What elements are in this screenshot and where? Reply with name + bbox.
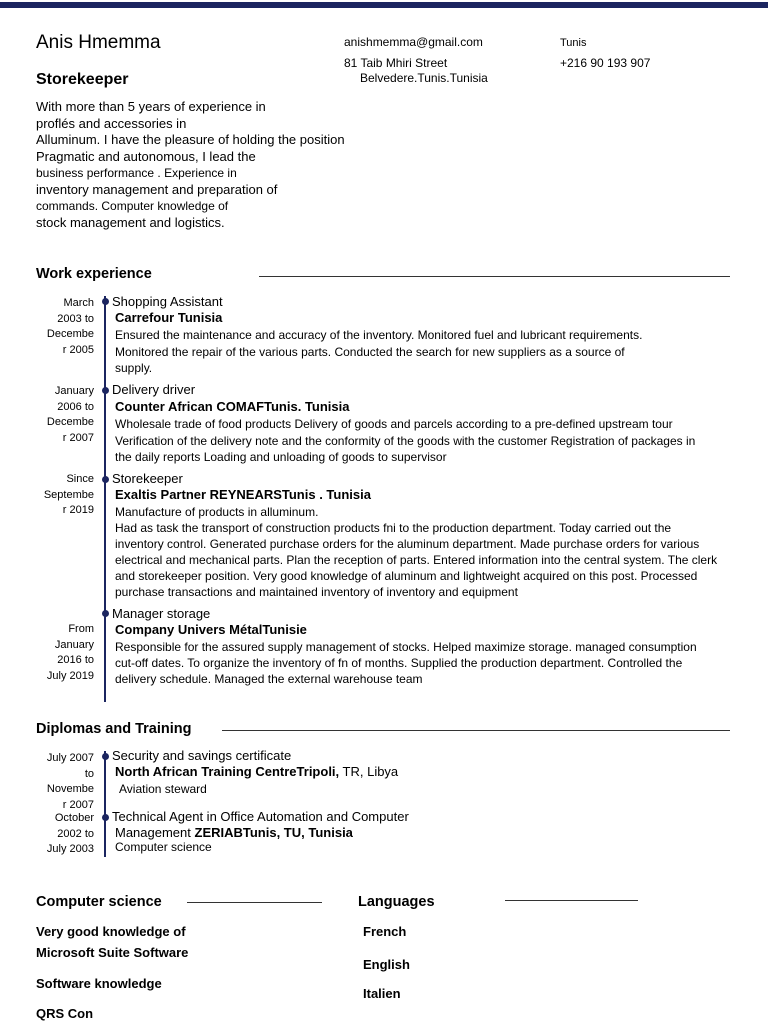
work-company: Exaltis Partner REYNEARSTunis . Tunisia bbox=[115, 487, 371, 502]
timeline-dot bbox=[102, 387, 109, 394]
diploma-date: October 2002 to July 2003 bbox=[46, 812, 94, 855]
computer-skill: Very good knowledge of bbox=[36, 924, 186, 939]
section-divider bbox=[222, 730, 730, 731]
phone: +216 90 193 907 bbox=[560, 56, 651, 70]
address-line-1: 81 Taib Mhiri Street bbox=[344, 56, 448, 70]
work-role: Delivery driver bbox=[112, 382, 196, 397]
profile-summary bbox=[36, 99, 345, 231]
computer-science-heading: Computer science bbox=[36, 894, 162, 910]
work-role: Manager storage bbox=[112, 606, 211, 621]
diplomas-timeline bbox=[104, 751, 106, 857]
diploma-title: Technical Agent in Office Automation and Computer bbox=[112, 809, 409, 824]
work-company: Carrefour Tunisia bbox=[115, 310, 223, 325]
work-description: Responsible for the assured supply management of stocks. Helped maximize storage. managed consumption cut-off dates. To organize the inventory of fn of months. Supplied the production department. Controlled the delivery schedule. Managed the external warehouse team bbox=[115, 640, 697, 686]
timeline-dot bbox=[102, 476, 109, 483]
diploma-institution: Management ZERIABTunis, TU, Tunisia bbox=[115, 825, 353, 840]
language-item: Italien bbox=[363, 986, 401, 1001]
language-item: English bbox=[363, 957, 410, 972]
summary-line: Pragmatic and autonomous, I lead the bbox=[36, 148, 256, 164]
summary-line: commands. Computer knowledge of bbox=[36, 199, 229, 213]
diploma-date: July 2007 to Novembe r 2007 bbox=[46, 752, 94, 811]
computer-skill: Microsoft Suite Software bbox=[36, 945, 189, 960]
summary-line: With more than 5 years of experience in bbox=[36, 99, 266, 114]
work-date: Since Septembe r 2019 bbox=[43, 473, 94, 516]
work-description: Manufacture of products in alluminum. Had as task the transport of construction products fni to the production department. Today carried out the inventory control. Generated purchase orders for the aluminum department. Made purchase orders for various electrical and mechanical parts. Plan the reception of parts. Entered information into the central system. The clerk and storekeeper position. Very good knowledge of aluminum and lightweight acquired on this post. Processed purchase transactions and maintained inventory of inventory and equipment bbox=[115, 505, 718, 599]
summary-line: inventory management and preparation of bbox=[36, 181, 278, 197]
diploma-description: Aviation steward bbox=[119, 782, 207, 796]
work-company: Counter African COMAFTunis. Tunisia bbox=[115, 399, 350, 414]
timeline-dot bbox=[102, 753, 109, 760]
work-timeline bbox=[104, 296, 106, 702]
work-experience-heading: Work experience bbox=[36, 266, 152, 282]
top-accent-bar bbox=[0, 2, 768, 8]
job-title: Storekeeper bbox=[36, 71, 129, 88]
languages-heading: Languages bbox=[358, 894, 435, 910]
computer-skill: Software knowledge bbox=[36, 976, 162, 991]
city: Tunis bbox=[560, 37, 587, 49]
work-company: Company Univers MétalTunisie bbox=[115, 622, 307, 637]
work-role: Shopping Assistant bbox=[112, 294, 223, 309]
summary-line: business performance . Experience in bbox=[36, 166, 237, 180]
computer-skill: QRS Con bbox=[36, 1006, 94, 1021]
work-date: January 2006 to Decembe r 2007 bbox=[46, 385, 94, 444]
work-date: From January 2016 to July 2019 bbox=[46, 623, 94, 682]
diplomas-heading: Diplomas and Training bbox=[36, 721, 192, 737]
summary-line: stock management and logistics. bbox=[36, 214, 225, 230]
summary-line: Alluminum. I have the pleasure of holding the position bbox=[36, 132, 345, 147]
diploma-institution: North African Training CentreTripoli, TR, Libya bbox=[115, 764, 399, 779]
summary-line: proflés and accessories in bbox=[36, 115, 187, 131]
timeline-dot bbox=[102, 610, 109, 617]
section-divider bbox=[259, 276, 730, 277]
diploma-description: Computer science bbox=[115, 840, 212, 854]
email: anishmemma@gmail.com bbox=[344, 35, 483, 49]
work-description: Wholesale trade of food products Delivery of goods and parcels according to a pre-defined upstream tour Verification of the delivery note and the conformity of the goods with the customer Registration of packages in the daily reports Loading and unloading of goods to supervisor bbox=[115, 417, 696, 464]
timeline-dot bbox=[102, 814, 109, 821]
diploma-title: Security and savings certificate bbox=[112, 748, 292, 763]
work-date: March 2003 to Decembe r 2005 bbox=[46, 297, 94, 356]
work-role: Storekeeper bbox=[112, 471, 183, 486]
timeline-dot bbox=[102, 298, 109, 305]
section-divider bbox=[505, 900, 638, 901]
work-description: Ensured the maintenance and accuracy of the inventory. Monitored fuel and lubricant requirements. Monitored the repair of the various parts. Conducted the search for new suppliers as a source of supply. bbox=[115, 328, 643, 375]
section-divider bbox=[187, 902, 322, 903]
language-item: French bbox=[363, 924, 407, 939]
candidate-name: Anis Hmemma bbox=[36, 32, 161, 53]
address-line-2: Belvedere.Tunis.Tunisia bbox=[360, 71, 488, 85]
